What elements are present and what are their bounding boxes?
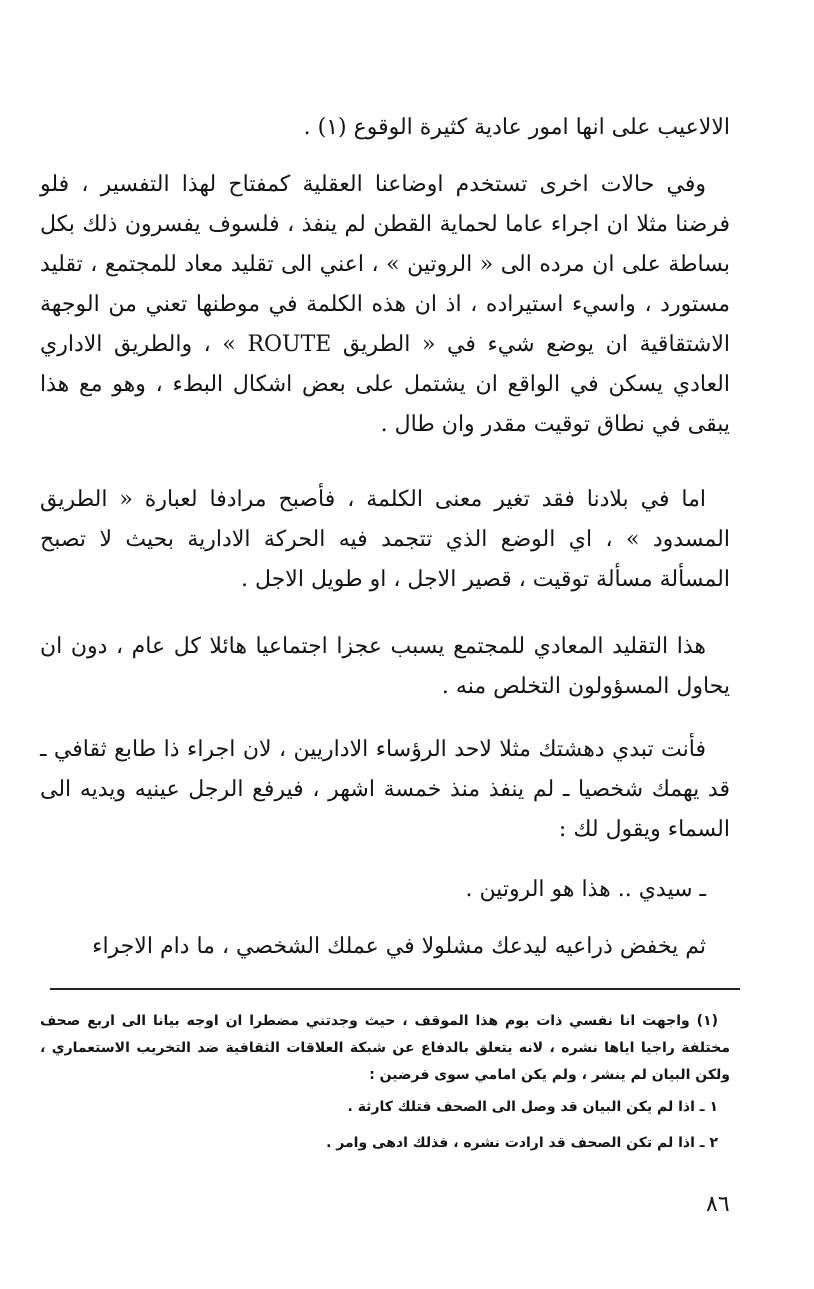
- continuation-line: الالاعيب على انها امور عادية كثيرة الوقوع (١) .: [303, 115, 730, 140]
- footnote-divider: [50, 988, 740, 990]
- footnotes: [40, 1008, 730, 1161]
- page-number: ٨٦: [706, 1192, 730, 1217]
- paragraph-administrator-anecdote: فأنت تبدي دهشتك مثلا لاحد الرؤساء الاداريين ، لان اجراء ذا طابع ثقافي ـ قد يهمك شخصيا ـ لم ينفذ منذ خمسة اشهر ، فيرفع الرجل عينيه ويديه الى السماء ويقول لك :: [40, 737, 730, 842]
- footnote-item: ٢ ـ اذا لم تكن الصحف قد ارادت نشره ، فذلك ادهى وامر .: [326, 1135, 718, 1151]
- footnote-paragraph: (١) واجهت انا نفسي ذات يوم هذا الموقف ، حيث وجدتني مضطرا ان اوجه بيانا الى اربع صحف مختلفة راجيا اياها نشره ، لانه يتعلق بالدفاع عن شبكة العلاقات الثقافية ضد التخريب الاستعماري ، ولكن البيان لم ينشر ، ولم يكن امامي سوى فرضين :: [40, 1013, 730, 1083]
- paragraph-continuation: ثم يخفض ذراعيه ليدعك مشلولا في عملك الشخصي ، ما دام الاجراء: [92, 934, 706, 959]
- footnote-item: ١ ـ اذا لم يكن البيان قد وصل الى الصحف فتلك كارثة .: [347, 1099, 718, 1115]
- paragraph-social-deficit: هذا التقليد المعادي للمجتمع يسبب عجزا اجتماعيا هائلا كل عام ، دون ان يحاول المسؤولون التخلص منه .: [40, 634, 730, 699]
- paragraph-dead-end-meaning: اما في بلادنا فقد تغير معنى الكلمة ، فأصبح مرادفا لعبارة « الطريق المسدود » ، اي الوضع الذي تتجمد فيه الحركة الادارية بحيث لا تصبح المسألة مسألة توقيت ، قصير الاجل ، او طويل الاجل .: [40, 487, 730, 592]
- paragraph-routine-explanation: وفي حالات اخرى تستخدم اوضاعنا العقلية كمفتاح لهذا التفسير ، فلو فرضنا مثلا ان اجراء عاما لحماية القطن لم ينفذ ، فلسوف يفسرون ذلك بكل بساطة على ان مرده الى « الروتين » ، اعني الى تقليد معاد للمجتمع ، تقليد مستورد ، واسيء استيراده ، اذ ان هذه الكلمة في موطنها تعني من الوجهة الاشتقاقية ان يوضع شيء في « الطريق ROUTE » ، والطريق الاداري العادي يسكن في الواقع ان يشتمل على بعض اشكال البطء ، وهو مع هذا يبقى في نطاق توقيت مقدر وان طال .: [40, 172, 731, 437]
- dialogue-line: ـ سيدي .. هذا هو الروتين .: [465, 877, 706, 902]
